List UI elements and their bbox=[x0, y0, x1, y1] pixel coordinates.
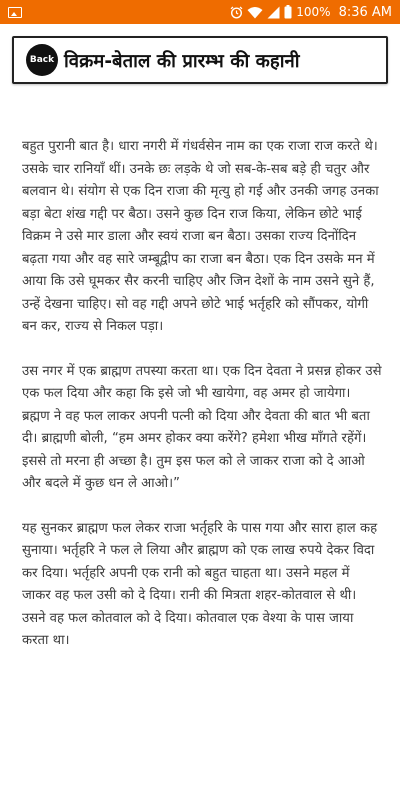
story-paragraph: यह सुनकर ब्राह्मण फल लेकर राजा भर्तृहरि के पास गया और सारा हाल कह सुनाया। भर्तृहरि ने फल ले लिया और ब्राह्मण को एक लाख रुपये देकर विदा कर दिया। भर्तृहरि अपनी एक रानी को बहुत चाहता था। उसने महल में जाकर वह फल उसी को दे दिया। रानी की मित्रता शहर-कोतवाल से थी। उसने वह फल कोतवाल को दे दिया। कोतवाल एक वेश्या के पास जाया करता था। bbox=[22, 520, 378, 648]
signal-icon bbox=[267, 6, 280, 19]
story-content[interactable] bbox=[22, 136, 382, 675]
back-button[interactable]: Back bbox=[26, 44, 58, 76]
story-paragraph: उस नगर में एक ब्राह्मण तपस्या करता था। एक दिन देवता ने प्रसन्न होकर उसे एक फल दिया और कहा कि इसे जो भी खायेगा, वह अमर हो जायेगा। ब्रह्मण ने वह फल लाकर अपनी पत्नी को दिया और देवता की बात भी बता दी। ब्राह्मणी बोली, “हम अमर होकर क्या करेंगे? हमेशा भीख माँगते रहेंगें। इससे तो मरना ही अच्छा है। तुम इस फल को ले जाकर राजा को दे आओ और बदले में कुछ धन ले आओ।” bbox=[22, 363, 382, 491]
battery-icon bbox=[284, 5, 292, 19]
story-paragraph: बहुत पुरानी बात है। धारा नगरी में गंधर्वसेन नाम का एक राजा राज करते थे। उसके चार रानियाँ थीं। उनके छः लड़के थे जो सब-के-सब बड़े ही चतुर और बलवान थे। संयोग से एक दिन राजा की मृत्यु हो गई और उनकी जगह उनका बड़ा बेटा शंख गद्दी पर बैठा। उसने कुछ दिन राज किया, लेकिन छोटे भाई विक्रम ने उसे मार डाला और स्वयं राजा बन बैठा। उसका राज्य दिनोंदिन बढ़ता गया और वह सारे जम्बूद्वीप का राजा बन बैठा। एक दिन उसके मन में आया कि उसे घूमकर सैर करनी चाहिए और जिन देशों के नाम उसने सुने हैं, उन्हें देखना चाहिए। सो वह गद्दी अपने छोटे भाई भर्तृहरि को सौंपकर, योगी बन कर, राज्य से निकल पड़ा। bbox=[22, 139, 379, 334]
battery-percentage: 100% bbox=[296, 5, 331, 19]
status-bar bbox=[0, 0, 400, 24]
wifi-icon bbox=[247, 6, 263, 19]
clock-time: 8:36 AM bbox=[338, 4, 392, 20]
image-icon bbox=[8, 7, 22, 18]
alarm-icon bbox=[230, 6, 243, 19]
page-title: विक्रम-बेताल की प्रारम्भ की कहानी bbox=[64, 50, 300, 72]
title-header bbox=[12, 36, 388, 84]
